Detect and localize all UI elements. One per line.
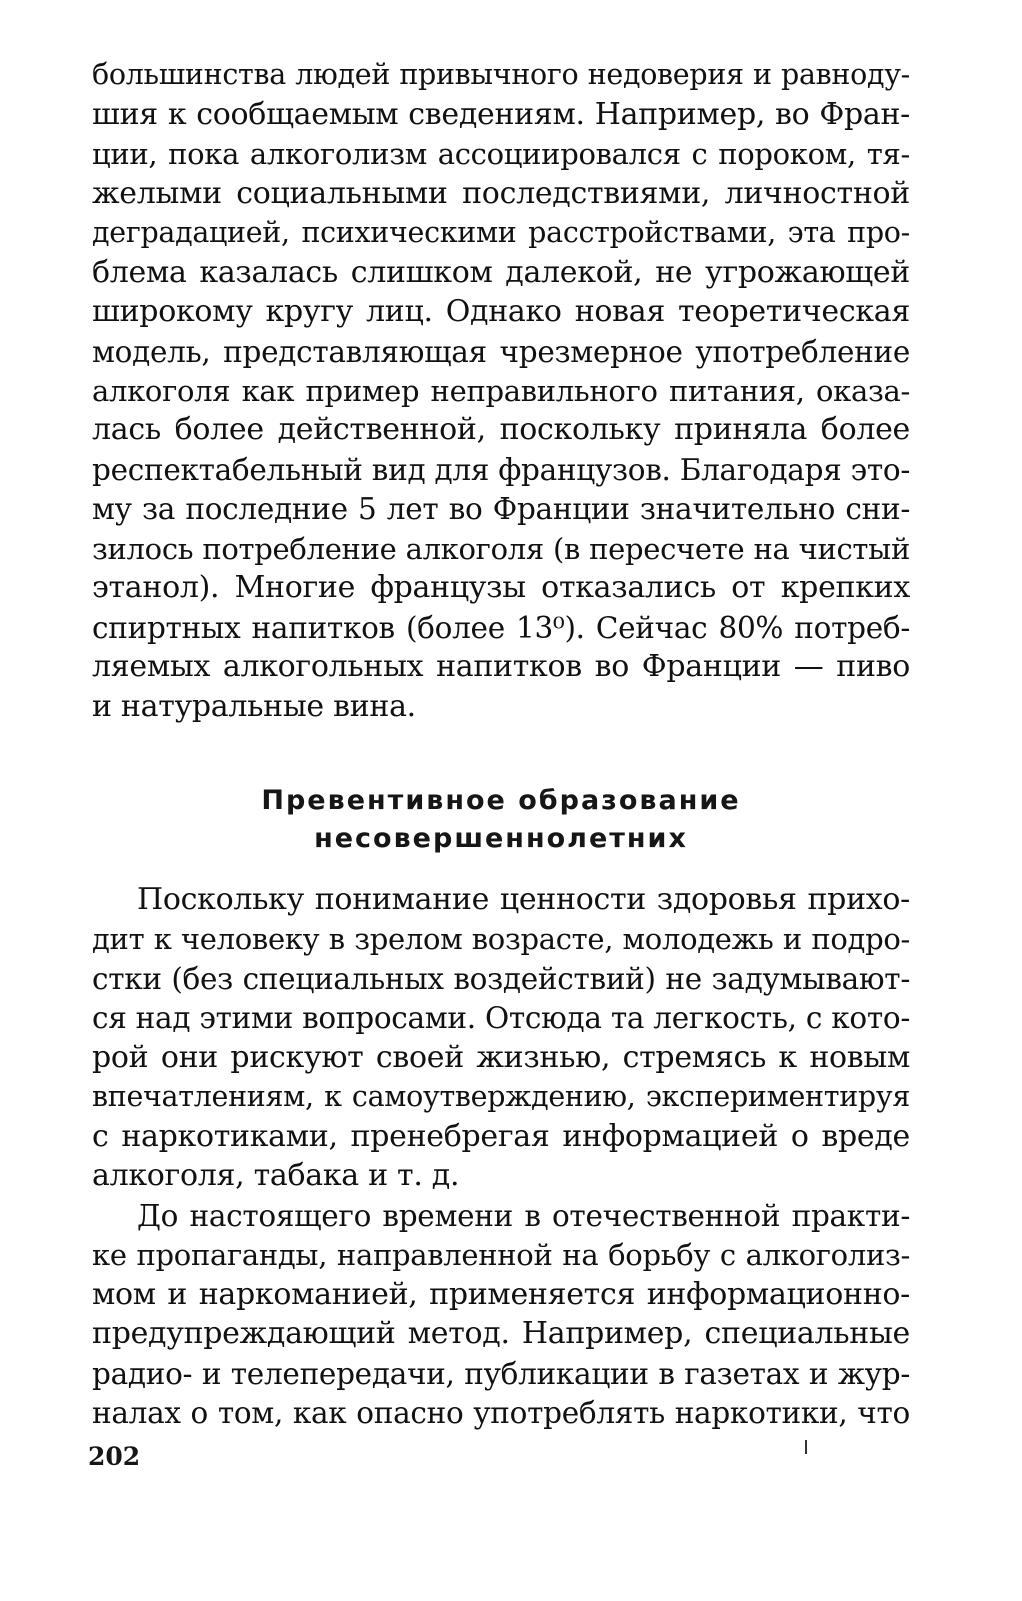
text-line: желыми социальными последствиями, личностной [92,176,910,211]
text-line: большинства людей привычного недоверия и равноду- [92,58,910,91]
text-line: стки (без специальных воздействий) не задумывают- [92,962,910,996]
scan-artifact-mark [805,1440,807,1454]
text-line: спиртных напитков (более 13⁰). Сейчас 80% потреб- [92,611,910,645]
text-line: зилось потребление алкоголя (в пересчете на чистый [92,532,910,566]
text-line: алкоголя, табака и т. д. [92,1158,460,1193]
text-line: лась более действенной, поскольку приняла более [92,412,910,447]
text-line: ляемых алкогольных напитков во Франции — пиво [92,649,910,684]
text-line: этанол). Многие французы отказались от крепких [92,570,910,605]
text-line: и натуральные вина. [92,689,416,724]
text-line: радио- и телепередачи, публикации в газетах и жур- [92,1357,910,1391]
text-line: ке пропаганды, направленной на борьбу с алкоголиз- [92,1238,910,1272]
page-number: 202 [88,1442,141,1471]
text-line: алкоголя как пример неправильного питания, оказа- [92,374,910,408]
text-line: впечатлениям, к самоутверждению, экспериментируя [92,1080,910,1113]
text-line: Поскольку понимание ценности здоровья прихо- [137,882,910,917]
text-line: деградацией, психическими расстройствами, эта про- [92,216,910,249]
text-line: ции, пока алкоголизм ассоциировался с пороком, тя- [92,137,910,171]
text-line: мом и наркоманией, применяется информационно- [92,1277,910,1312]
text-line: налах о том, как опасно употреблять наркотики, что [92,1396,910,1430]
text-line: предупреждающий метод. Например, специальные [92,1316,910,1351]
text-line: шия к сообщаемым сведениям. Например, во Фран- [92,97,910,132]
text-line: До настоящего времени в отечественной практи- [137,1199,910,1233]
text-line: блема казалась слишком далекой, не угрожающей [92,255,910,290]
text-line: ся над этими вопросами. Отсюда та легкость, с кото- [92,1001,910,1035]
section-title-line-2: несовершеннолетних [314,823,688,854]
text-line: широкому кругу лиц. Однако новая теоретическая [92,294,910,329]
section-title-line-1: Превентивное образование [261,785,741,816]
text-line: респектабельный вид для французов. Благодаря это- [92,453,910,487]
text-line: дит к человеку в зрелом возрасте, молодежь и подро- [92,922,910,956]
text-line: му за последние 5 лет во Франции значительно сни- [92,492,910,526]
text-line: рой они рискуют своей жизнью, стремясь к новым [92,1040,910,1075]
text-line: с наркотиками, пренебрегая информацией о вреде [92,1119,910,1154]
text-line: модель, представляющая чрезмерное употребление [92,335,910,369]
